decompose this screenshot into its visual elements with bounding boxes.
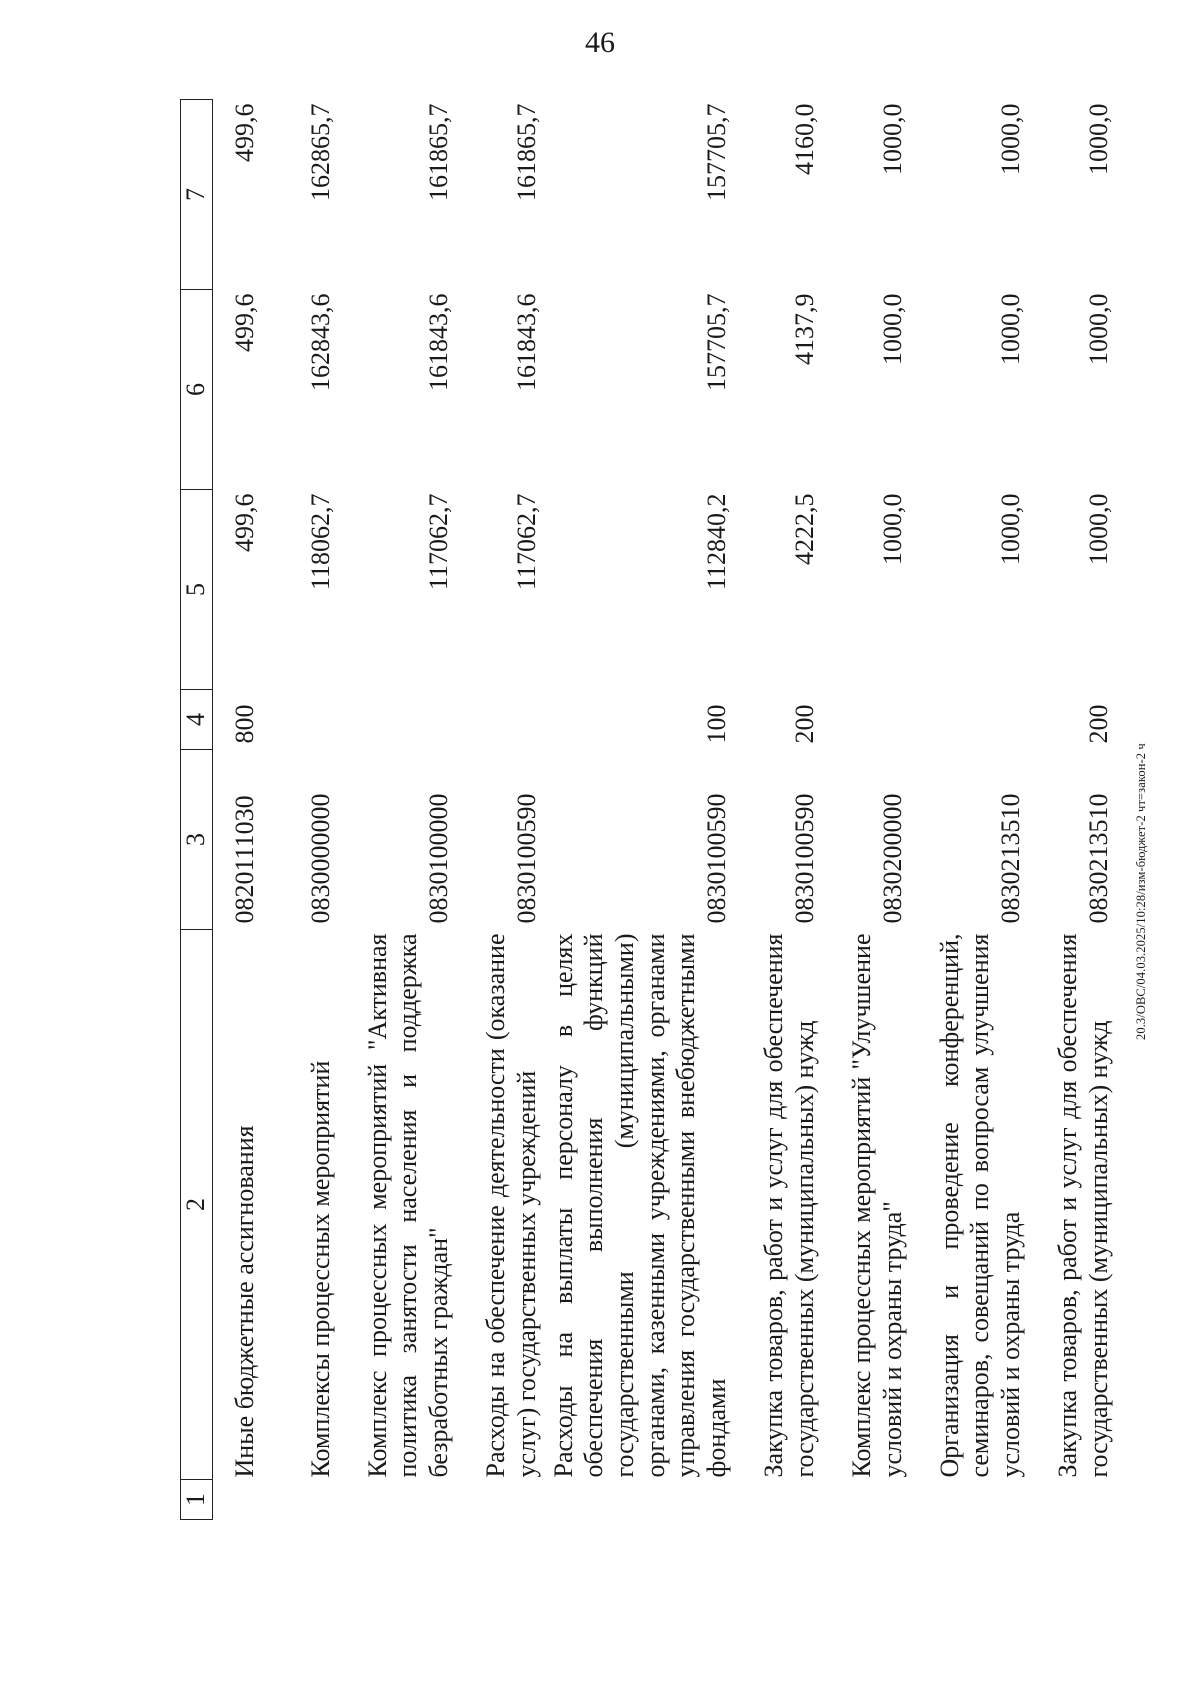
row-number-cell <box>267 1480 343 1520</box>
row-value-col5: 499,6 <box>230 493 259 552</box>
row-name: Организация и проведение конференций, семинаров, совещаний по вопросам улучшения условий и охраны труда <box>934 933 1026 1478</box>
page-number: 46 <box>585 26 615 59</box>
row-value-col5: 112840,2 <box>702 493 732 591</box>
row-value-col6: 162843,6 <box>306 293 335 391</box>
row-target-code: 0830100000 <box>424 793 453 924</box>
table-row <box>739 100 827 1520</box>
table-row <box>267 100 343 1520</box>
header-col-6: 6 <box>181 290 213 490</box>
row-name: Расходы на обеспечение деятельности (оказание услуг) государственных учреждений <box>481 933 541 1478</box>
row-value-col6: 499,6 <box>230 293 259 352</box>
row-value-col5: 1000,0 <box>1084 493 1114 565</box>
row-value-col7: 1000,0 <box>878 103 908 175</box>
table-row <box>915 100 1033 1520</box>
row-value-col6: 161843,6 <box>424 293 453 391</box>
table-row <box>549 100 739 1520</box>
row-name: Закупка товаров, работ и услуг для обеспечения государственных (муниципальных) нужд <box>759 933 820 1478</box>
row-expense-kind: 100 <box>702 704 732 744</box>
row-value-col7: 162865,7 <box>306 103 335 201</box>
row-value-col6: 161843,6 <box>512 293 541 391</box>
row-value-col5: 117062,7 <box>424 493 453 591</box>
row-expense-kind: 200 <box>1084 704 1114 744</box>
row-value-col6: 4137,9 <box>790 293 820 365</box>
row-name: Комплексы процессных мероприятий <box>306 1060 335 1478</box>
row-number-cell <box>1033 1480 1121 1520</box>
header-col-2: 2 <box>181 930 213 1480</box>
row-expense-kind <box>461 690 549 750</box>
row-expense-kind: 800 <box>230 704 259 744</box>
table-row <box>461 100 549 1520</box>
row-target-code: 0830100590 <box>512 793 541 924</box>
row-target-code: 0830213510 <box>1084 793 1114 924</box>
table-row <box>1033 100 1121 1520</box>
row-number-cell <box>549 1480 739 1520</box>
row-value-col5: 1000,0 <box>996 493 1026 565</box>
row-value-col6: 157705,7 <box>702 293 732 391</box>
row-number-cell <box>915 1480 1033 1520</box>
row-target-code: 0830100590 <box>790 793 820 924</box>
table-row <box>343 100 461 1520</box>
row-target-code: 0830100590 <box>702 793 732 924</box>
row-number-cell <box>461 1480 549 1520</box>
row-value-col7: 161865,7 <box>512 103 541 201</box>
row-number-cell <box>827 1480 915 1520</box>
row-value-col7: 161865,7 <box>424 103 453 201</box>
row-number-cell <box>343 1480 461 1520</box>
row-value-col6: 1000,0 <box>1084 293 1114 365</box>
row-expense-kind <box>343 690 461 750</box>
row-target-code: 0830213510 <box>996 793 1026 924</box>
row-name: Расходы на выплаты персоналу в целях обеспечения выполнения функций государственными (муниципальными) органами, казенными учреждениями, органами управления государственными внебюджетными фондами <box>548 933 732 1478</box>
row-value-col5: 117062,7 <box>512 493 541 591</box>
header-col-1: 1 <box>181 1480 213 1520</box>
row-name: Закупка товаров, работ и услуг для обеспечения государственных (муниципальных) нужд <box>1053 933 1114 1478</box>
row-expense-kind <box>267 690 343 750</box>
row-value-col7: 1000,0 <box>1084 103 1114 175</box>
row-value-col5: 4222,5 <box>790 493 820 565</box>
row-target-code: 0830000000 <box>306 793 335 924</box>
row-value-col7: 157705,7 <box>702 103 732 201</box>
row-number-cell <box>739 1480 827 1520</box>
table-row <box>212 100 267 1520</box>
footer-document-code: 20.3/ОВС/04.03.2025/10:28/изм-бюджет-2 чт=закон-2 ч <box>1134 743 1148 1040</box>
row-value-col6: 1000,0 <box>878 293 908 365</box>
header-col-3: 3 <box>181 750 213 930</box>
row-value-col5: 1000,0 <box>878 493 908 565</box>
row-target-code: 0820111030 <box>230 795 259 924</box>
table-header-row <box>181 100 213 1520</box>
row-expense-kind: 200 <box>790 704 820 744</box>
row-name: Комплекс процессных мероприятий "Активная политика занятости населения и поддержка безработных граждан" <box>362 933 453 1478</box>
table-row <box>827 100 915 1520</box>
row-value-col5: 118062,7 <box>306 493 335 591</box>
row-value-col7: 1000,0 <box>996 103 1026 175</box>
row-number-cell <box>212 1480 267 1520</box>
row-expense-kind <box>915 690 1033 750</box>
row-name: Иные бюджетные ассигнования <box>230 1125 259 1478</box>
row-target-code: 0830200000 <box>878 793 908 924</box>
row-expense-kind <box>827 690 915 750</box>
budget-table-rotated <box>180 100 1114 1520</box>
header-col-7: 7 <box>181 100 213 290</box>
row-value-col6: 1000,0 <box>996 293 1026 365</box>
budget-table <box>180 99 1121 1520</box>
row-name: Комплекс процессных мероприятий "Улучшение условий и охраны труда" <box>847 933 908 1478</box>
header-col-5: 5 <box>181 490 213 690</box>
row-value-col7: 499,6 <box>230 103 259 162</box>
row-value-col7: 4160,0 <box>790 103 820 175</box>
header-col-4: 4 <box>181 690 213 750</box>
